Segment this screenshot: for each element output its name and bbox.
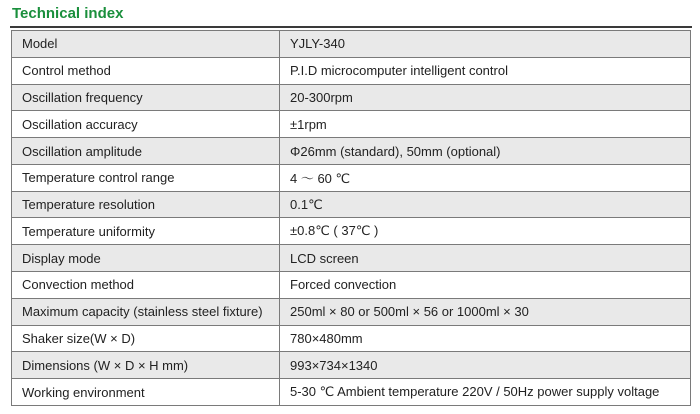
table-row	[12, 272, 691, 299]
spec-value: 20-300rpm	[280, 84, 691, 111]
spec-label: Oscillation accuracy	[12, 111, 280, 138]
spec-value: 780×480mm	[280, 325, 691, 352]
spec-label: Oscillation frequency	[12, 84, 280, 111]
table-row	[12, 352, 691, 379]
spec-value: ±0.8℃ ( 37℃ )	[280, 218, 691, 245]
table-row	[12, 31, 691, 58]
spec-value: Forced convection	[280, 272, 691, 299]
spec-label: Control method	[12, 57, 280, 84]
table-row	[12, 111, 691, 138]
title-divider	[10, 26, 692, 28]
spec-label: Temperature uniformity	[12, 218, 280, 245]
spec-label: Model	[12, 31, 280, 58]
spec-label: Temperature resolution	[12, 191, 280, 218]
spec-value: 4 ～ 60 ℃	[280, 164, 691, 191]
spec-label: Display mode	[12, 245, 280, 272]
spec-value: 250ml × 80 or 500ml × 56 or 1000ml × 30	[280, 298, 691, 325]
page-title: Technical index	[12, 5, 124, 22]
table-row	[12, 218, 691, 245]
spec-label: Temperature control range	[12, 164, 280, 191]
spec-value: ±1rpm	[280, 111, 691, 138]
spec-label: Convection method	[12, 272, 280, 299]
table-row	[12, 57, 691, 84]
spec-label: Working environment	[12, 379, 280, 406]
spec-value: LCD screen	[280, 245, 691, 272]
spec-value: YJLY-340	[280, 31, 691, 58]
table-row	[12, 298, 691, 325]
spec-value: 0.1℃	[280, 191, 691, 218]
spec-label: Oscillation amplitude	[12, 138, 280, 165]
table-row	[12, 138, 691, 165]
spec-value: P.I.D microcomputer intelligent control	[280, 57, 691, 84]
spec-value: 5-30 ℃ Ambient temperature 220V / 50Hz power supply voltage	[280, 379, 691, 406]
table-row	[12, 325, 691, 352]
table-row	[12, 84, 691, 111]
spec-label: Shaker size(W × D)	[12, 325, 280, 352]
table-row	[12, 164, 691, 191]
spec-value: 993×734×1340	[280, 352, 691, 379]
table-row	[12, 245, 691, 272]
spec-label: Maximum capacity (stainless steel fixture)	[12, 298, 280, 325]
spec-value: Φ26mm (standard), 50mm (optional)	[280, 138, 691, 165]
spec-label: Dimensions (W × D × H mm)	[12, 352, 280, 379]
spec-table	[11, 30, 691, 406]
table-row	[12, 379, 691, 406]
table-row	[12, 191, 691, 218]
